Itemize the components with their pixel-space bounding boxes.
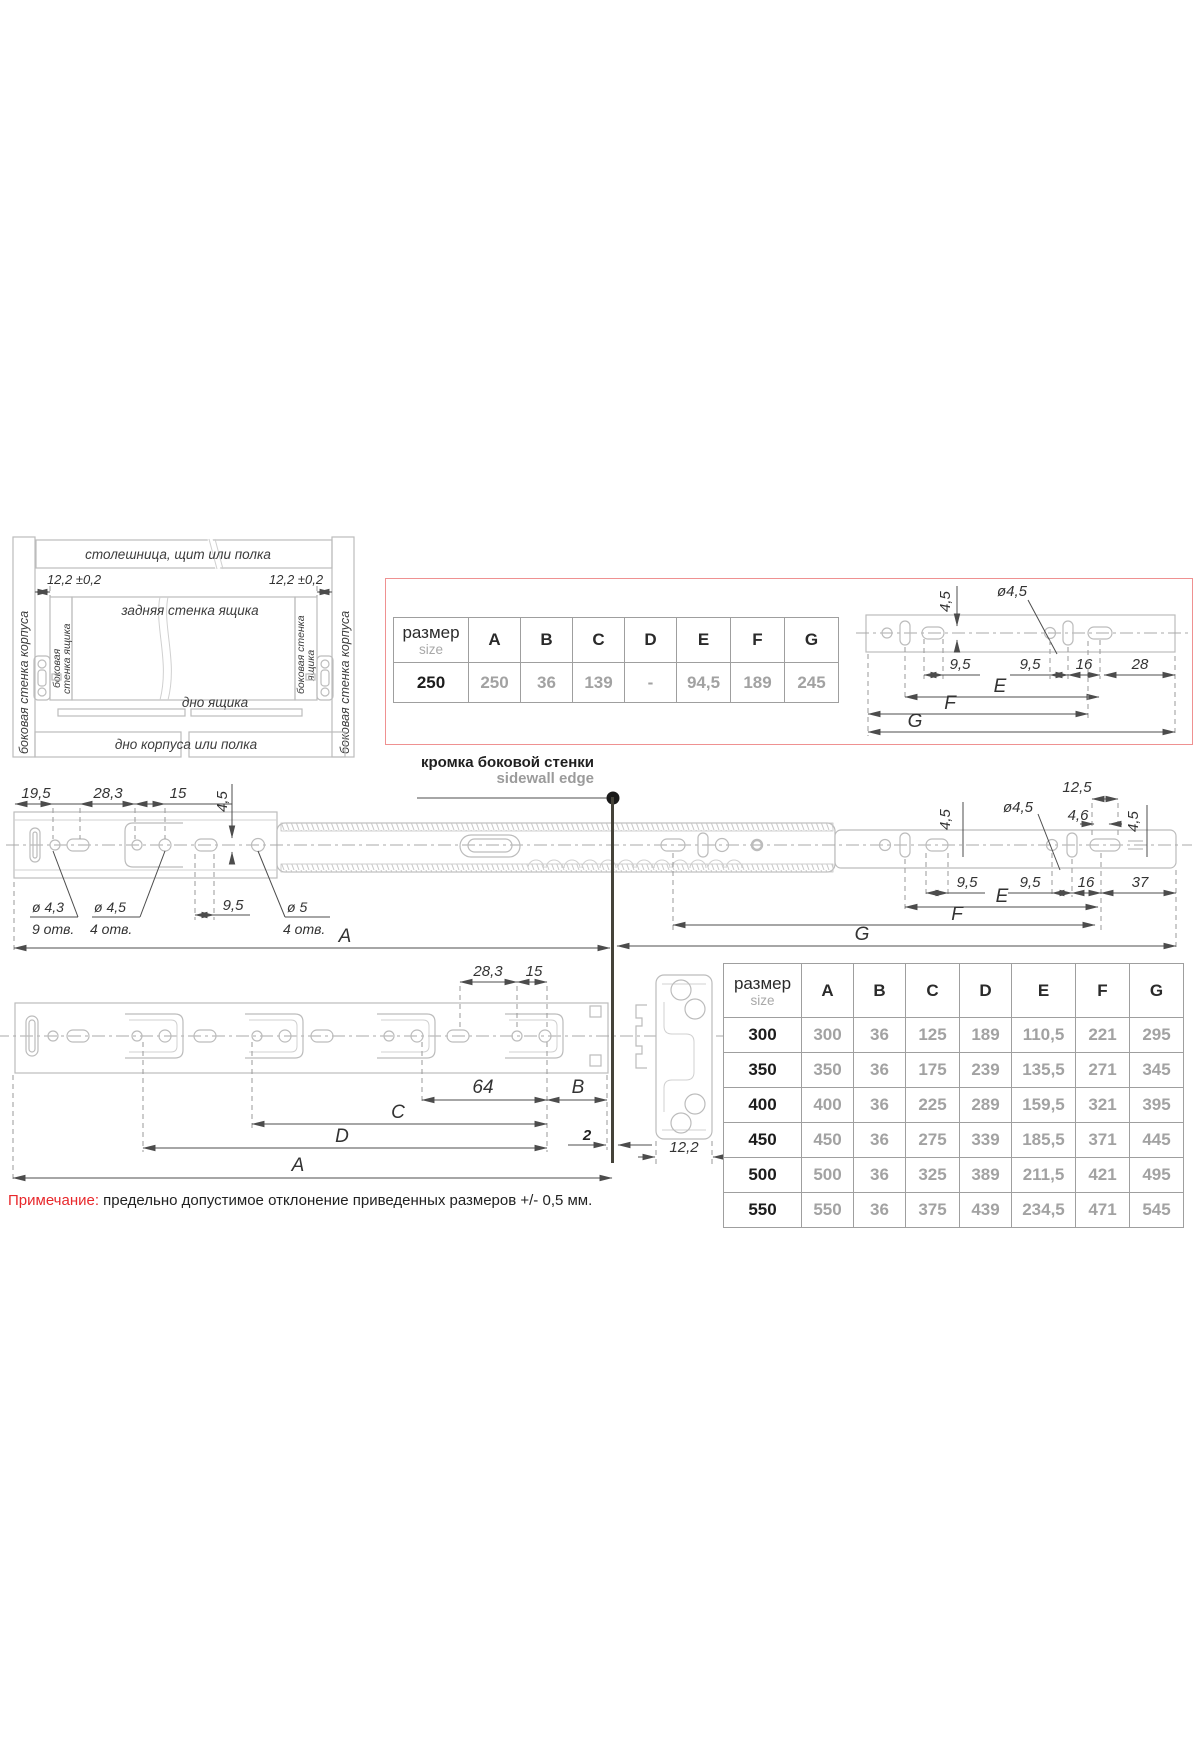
col-header: A — [469, 618, 521, 663]
size-table-250 — [393, 617, 839, 703]
value-cell: 135,5 — [1012, 1053, 1076, 1088]
callout-9-holes: 9 отв. — [32, 921, 75, 937]
value-cell: 175 — [906, 1053, 960, 1088]
col-header: G — [785, 618, 839, 663]
value-cell: 400 — [802, 1088, 854, 1123]
slide-assembly-drawing — [0, 750, 1200, 962]
dim-4-5: 4,5 — [937, 591, 954, 612]
dim-C: C — [391, 1102, 405, 1123]
dim-9-5: 9,5 — [956, 874, 978, 891]
cabinet-dim-right: 12,2 ±0,2 — [268, 572, 324, 587]
value-cell: 110,5 — [1012, 1018, 1076, 1053]
size-cell: 300 — [724, 1018, 802, 1053]
dim-E: E — [993, 676, 1007, 697]
note-text: предельно допустимое отклонение приведенных размеров +/- 0,5 мм. — [103, 1192, 593, 1209]
col-header: E — [677, 618, 731, 663]
value-cell: 325 — [906, 1158, 960, 1193]
size-header-cell — [394, 618, 469, 663]
col-header: D — [960, 964, 1012, 1018]
size-cell: 250 — [394, 663, 469, 703]
drawer-bottom-label: дно ящика — [181, 695, 249, 710]
value-cell: 139 — [573, 663, 625, 703]
value-cell: 225 — [906, 1088, 960, 1123]
table-row — [724, 1018, 1184, 1053]
drawer-bottom-right — [191, 709, 302, 716]
value-cell: 250 — [469, 663, 521, 703]
value-cell: 36 — [854, 1053, 906, 1088]
value-cell: 545 — [1130, 1193, 1184, 1228]
dim-F: F — [944, 693, 956, 714]
sidewall-edge-line — [611, 797, 614, 1163]
callout-4-holes: 4 отв. — [90, 921, 133, 937]
value-cell: 94,5 — [677, 663, 731, 703]
col-header: F — [1076, 964, 1130, 1018]
value-cell: 36 — [854, 1123, 906, 1158]
value-cell: 439 — [960, 1193, 1012, 1228]
body-sidewall-left-label: боковая стенка корпуса — [17, 610, 31, 754]
slide-cross-section — [656, 975, 712, 1139]
callout-4-holes: 4 отв. — [283, 921, 326, 937]
col-header: A — [802, 964, 854, 1018]
table-row — [724, 1088, 1184, 1123]
size-cell: 450 — [724, 1123, 802, 1158]
col-header: F — [731, 618, 785, 663]
value-cell: 371 — [1076, 1123, 1130, 1158]
dim-64: 64 — [472, 1077, 494, 1098]
value-cell: 36 — [854, 1193, 906, 1228]
value-cell: 500 — [802, 1158, 854, 1193]
size-cell: 500 — [724, 1158, 802, 1193]
value-cell: 321 — [1076, 1088, 1130, 1123]
top-panel-label: столешница, щит или полка — [85, 547, 271, 562]
value-cell: 211,5 — [1012, 1158, 1076, 1193]
value-cell: 421 — [1076, 1158, 1130, 1193]
value-cell: 450 — [802, 1123, 854, 1158]
drawer-sidewall-right-label1: боковая стенка — [295, 615, 307, 694]
callout-dia-4-3: ø 4,3 — [32, 899, 64, 915]
cabinet-section-diagram — [10, 536, 366, 766]
value-cell: 289 — [960, 1088, 1012, 1123]
table-row — [724, 1158, 1184, 1193]
table-row — [724, 1123, 1184, 1158]
drawer-sidewall-right-label2: ящика — [305, 649, 317, 681]
value-cell: 189 — [960, 1018, 1012, 1053]
dim-28-3: 28,3 — [473, 963, 503, 980]
dim-E: E — [995, 886, 1009, 907]
value-cell: 271 — [1076, 1053, 1130, 1088]
dim-15: 15 — [525, 963, 543, 980]
dim-A: A — [338, 926, 352, 947]
value-cell: 445 — [1130, 1123, 1184, 1158]
value-cell: 471 — [1076, 1193, 1130, 1228]
col-header: G — [1130, 964, 1184, 1018]
col-header: D — [625, 618, 677, 663]
dim-9-5: 9,5 — [1019, 874, 1041, 891]
value-cell: 350 — [802, 1053, 854, 1088]
rail-hole-detail-drawing — [860, 578, 1193, 745]
value-cell: 36 — [521, 663, 573, 703]
dim-2: 2 — [582, 1127, 592, 1144]
dim-F: F — [951, 904, 963, 925]
callout-dia-5: ø 5 — [287, 899, 308, 915]
value-cell: 389 — [960, 1158, 1012, 1193]
drawer-sidewall-left-label2: стенка ящика — [61, 623, 73, 694]
size-cell: 400 — [724, 1088, 802, 1123]
tolerance-note — [8, 1192, 608, 1209]
value-cell: 495 — [1130, 1158, 1184, 1193]
value-cell: 300 — [802, 1018, 854, 1053]
dim-B: B — [571, 1077, 585, 1098]
value-cell: 36 — [854, 1158, 906, 1193]
dim-dia-4-5: ø4,5 — [996, 583, 1028, 600]
body-bottom-label: дно корпуса или полка — [114, 737, 258, 752]
col-header: B — [854, 964, 906, 1018]
value-cell: 395 — [1130, 1088, 1184, 1123]
drawer-sidewall-left-label1: боковая — [51, 648, 63, 688]
dim-12-5: 12,5 — [1062, 779, 1092, 796]
dim-4-5: 4,5 — [214, 791, 231, 812]
callout-dia-4-5: ø 4,5 — [94, 899, 126, 915]
value-cell: 189 — [731, 663, 785, 703]
drawer-bottom-left — [58, 709, 185, 716]
back-wall-label: задняя стенка ящика — [121, 603, 259, 618]
col-header: C — [573, 618, 625, 663]
cabinet-member-rear — [835, 830, 1176, 868]
dim-4-5: 4,5 — [1125, 811, 1142, 832]
dim-15: 15 — [169, 785, 187, 802]
dim-9-5: 9,5 — [949, 656, 971, 673]
value-cell: 221 — [1076, 1018, 1130, 1053]
value-cell: 125 — [906, 1018, 960, 1053]
value-cell: - — [625, 663, 677, 703]
body-sidewall-right-label: боковая стенка корпуса — [338, 610, 352, 754]
value-cell: 245 — [785, 663, 839, 703]
cabinet-dim-left: 12,2 ±0,2 — [46, 572, 102, 587]
dim-28: 28 — [1131, 656, 1149, 673]
col-header: B — [521, 618, 573, 663]
dim-D: D — [335, 1126, 349, 1147]
dim-37: 37 — [1131, 874, 1149, 891]
dim-19-5: 19,5 — [21, 785, 51, 802]
value-cell: 339 — [960, 1123, 1012, 1158]
value-cell: 275 — [906, 1123, 960, 1158]
size-header-cell — [724, 964, 802, 1018]
value-cell: 550 — [802, 1193, 854, 1228]
value-cell: 36 — [854, 1088, 906, 1123]
col-header: E — [1012, 964, 1076, 1018]
dim-9-5: 9,5 — [1019, 656, 1041, 673]
value-cell: 345 — [1130, 1053, 1184, 1088]
table-row — [724, 1053, 1184, 1088]
value-cell: 36 — [854, 1018, 906, 1053]
dim-G: G — [907, 711, 923, 732]
dim-A: A — [291, 1155, 305, 1176]
value-cell: 375 — [906, 1193, 960, 1228]
dim-4-5: 4,5 — [937, 809, 954, 830]
dim-dia-4-5: ø4,5 — [1002, 799, 1034, 816]
cabinet-rail-drawing — [0, 962, 740, 1212]
dim-16: 16 — [1077, 874, 1095, 891]
sidewall-edge-label-en: sidewall edge — [496, 770, 594, 787]
dim-12-2: 12,2 — [669, 1139, 699, 1156]
value-cell: 159,5 — [1012, 1088, 1076, 1123]
value-cell: 185,5 — [1012, 1123, 1076, 1158]
size-header-en: size — [750, 992, 775, 1008]
value-cell: 295 — [1130, 1018, 1184, 1053]
size-table-300-550 — [723, 963, 1184, 1228]
size-cell: 350 — [724, 1053, 802, 1088]
dim-16: 16 — [1075, 656, 1093, 673]
note-label: Примечание: — [8, 1192, 99, 1209]
size-header-ru: размер — [402, 623, 460, 642]
dim-9-5: 9,5 — [222, 897, 244, 914]
col-header: C — [906, 964, 960, 1018]
table-row — [724, 1193, 1184, 1228]
ball-track-top — [281, 823, 833, 831]
sidewall-edge-label-ru: кромка боковой стенки — [420, 754, 594, 771]
dim-4-6: 4,6 — [1067, 807, 1089, 824]
size-cell: 550 — [724, 1193, 802, 1228]
size-header-en: size — [418, 642, 443, 657]
dim-28-3: 28,3 — [93, 785, 123, 802]
dim-G: G — [854, 924, 870, 945]
value-cell: 239 — [960, 1053, 1012, 1088]
value-cell: 234,5 — [1012, 1193, 1076, 1228]
size-header-ru: размер — [733, 973, 792, 993]
ball-track-bottom — [281, 864, 833, 872]
